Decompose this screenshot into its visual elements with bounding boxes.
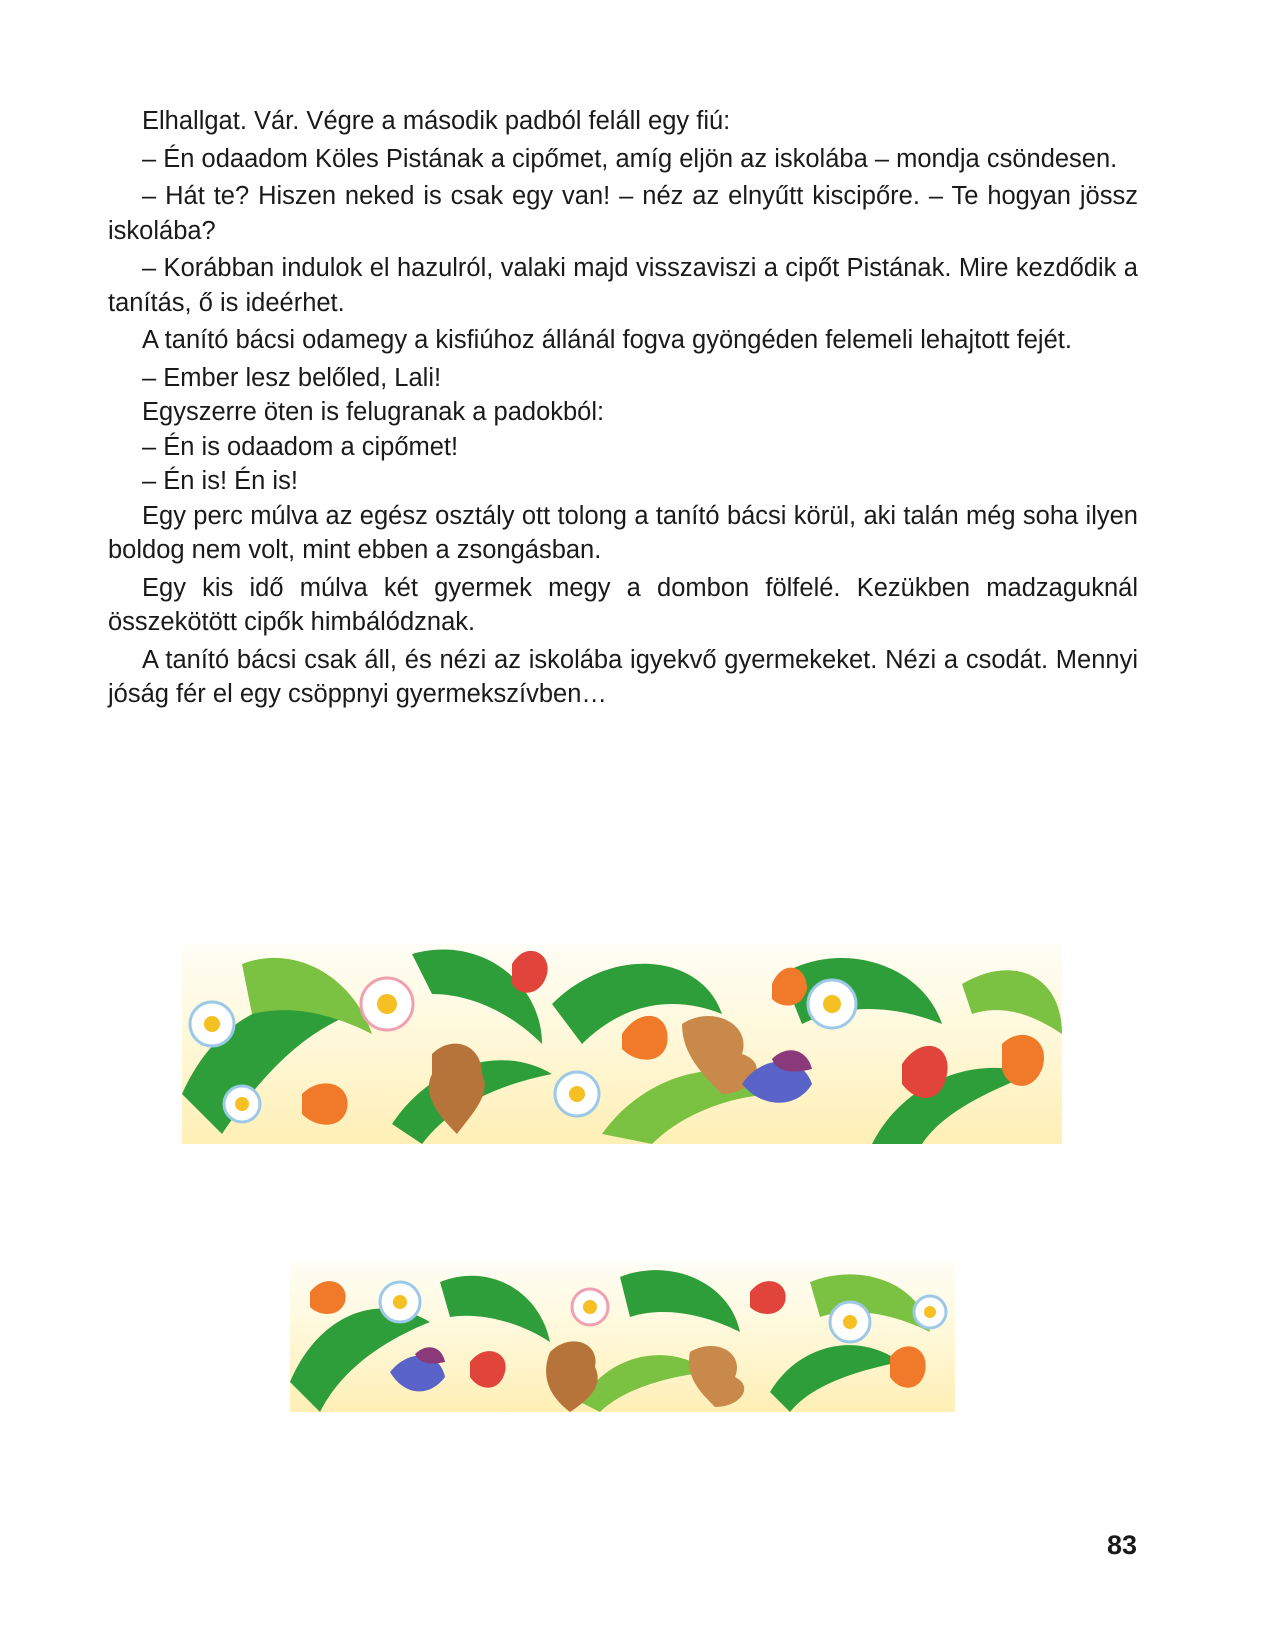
paragraph: A tanító bácsi odamegy a kisfiúhoz állánál fogva gyöngéden felemeli lehajtott fejét. bbox=[142, 326, 1072, 354]
paragraph: – Én odaadom Köles Pistának a cipőmet, amíg eljön az iskolába – mondja csöndesen. bbox=[142, 144, 1118, 173]
paragraph: – Korábban indulok el hazulról, valaki majd visszaviszi a cipőt Pistának. Mire kezdődik a tanítás, ő is ideérhet. bbox=[108, 254, 1138, 317]
paragraph: – Én is! Én is! bbox=[142, 467, 298, 495]
paragraph: Egyszerre öten is felugranak a padokból: bbox=[142, 398, 605, 426]
story-text bbox=[108, 104, 1138, 715]
floral-pattern-image bbox=[290, 1262, 955, 1412]
page-number: 83 bbox=[1106, 1530, 1137, 1560]
paragraph: – Én is odaadom a cipőmet! bbox=[142, 432, 459, 461]
paragraph: – Hát te? Hiszen neked is csak egy van! – néz az elnyűtt kiscipőre. – Te hogyan jössz iskolába? bbox=[108, 182, 1138, 245]
paragraph: A tanító bácsi csak áll, és nézi az iskolába igyekvő gyermekeket. Nézi a csodát. Mennyi jóság fér el egy csöppnyi gyermekszívben… bbox=[108, 645, 1138, 708]
floral-pattern-image bbox=[182, 944, 1062, 1144]
floral-border-bottom bbox=[290, 1262, 955, 1412]
paragraph: Egy perc múlva az egész osztály ott tolong a tanító bácsi körül, aki talán még soha ilyen boldog nem volt, mint ebben a zsongásban. bbox=[108, 501, 1138, 564]
paragraph: – Ember lesz belőled, Lali! bbox=[142, 363, 442, 392]
floral-border-top bbox=[182, 944, 1062, 1144]
paragraph: Elhallgat. Vár. Végre a második padból feláll egy fiú: bbox=[142, 107, 731, 135]
paragraph: Egy kis idő múlva két gyermek megy a dombon fölfelé. Kezükben madzaguknál összekötött cipők himbálódznak. bbox=[108, 573, 1138, 636]
